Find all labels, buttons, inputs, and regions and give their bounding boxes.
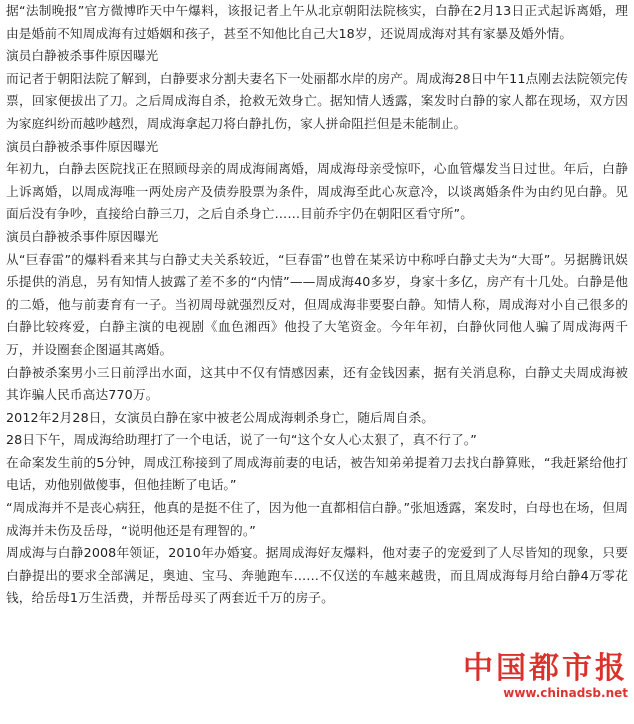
- paragraph: 28日下午，周成海给助理打了一个电话，说了一句“这个女人心太狠了，真不行了。”: [6, 432, 477, 448]
- paragraph: 据“法制晚报”官方微博昨天中午爆料，该报记者上午从北京朝阳法院核实，白静在2月13日正式起诉离婚，理由是婚前不知周成海有过婚姻和孩子，甚至不知他比自己大18岁，还说周成海对其有家暴及婚外情。: [6, 3, 628, 41]
- paragraph: “周成海并不是丧心病狂，他真的是挺不住了，因为他一直都相信白静。”张旭透露，案发时，白母也在场，但周成海并未伤及岳母，“说明他还是有理智的。”: [6, 500, 628, 538]
- section-heading: 演员白静被杀事件原因曝光: [6, 48, 159, 64]
- paragraph: 年初九，白静去医院找正在照顾母亲的周成海闹离婚，周成海母亲受惊吓，心血管爆发当日过世。年后，白静上诉离婚，以周成海唯一两处房产及债券股票为条件，周成海至此心灰意冷，以谈离婚条件为由约见白静。见面后没有争吵，直接给白静三刀，之后自杀身亡……目前乔宇仍在朝阳区看守所”。: [6, 161, 628, 222]
- section-heading: 演员白静被杀事件原因曝光: [6, 138, 159, 154]
- paragraph: 从“巨春雷”的爆料看来其与白静丈夫关系较近，“巨春雷”也曾在某采访中称呼白静丈夫为“大哥”。另据腾讯娱乐提供的消息，另有知情人披露了差不多的“内情”——周成海40多岁，身家十多亿，房产有十几处。白静是他的二婚，他与前妻育有一子。当初周母就强烈反对，但周成海非要娶白静。知情人称，周成海对小自己很多的白静比较疼爱，白静主演的电视剧《血色湘西》他投了大笔资金。今年年初，白静伙同他人骗了周成海两千万，并设圈套企图逼其离婚。: [6, 251, 628, 357]
- watermark-url: www.chinadsb.net: [503, 686, 628, 700]
- section-heading: 演员白静被杀事件原因曝光: [6, 228, 159, 244]
- paragraph: 而记者于朝阳法院了解到，白静要求分割夫妻名下一处丽都水岸的房产。周成海28日中午11点刚去法院领完传票，回家便拔出了刀。之后周成海自杀，抢救无效身亡。据知情人透露，案发时白静的家人都在现场，双方因为家庭纠纷而越吵越烈，周成海拿起刀将白静扎伤，家人拼命阻拦但是未能制止。: [6, 70, 628, 131]
- paragraph: 2012年2月28日，女演员白静在家中被老公周成海刺杀身亡，随后周自杀。: [6, 409, 435, 425]
- site-watermark: [463, 652, 628, 700]
- paragraph: 在命案发生前的5分钟，周成江称接到了周成海前妻的电话，被告知弟弟提着刀去找白静算账，“我赶紧给他打电话，劝他别做傻事，但他挂断了电话。”: [6, 454, 628, 493]
- paragraph: 白静被杀案男小三日前浮出水面，这其中不仅有情感因素，还有金钱因素，据有关消息称，白静丈夫周成海被其诈骗人民币高达770万。: [6, 364, 628, 403]
- watermark-logo: 中国都市报: [463, 651, 628, 686]
- paragraph: 周成海与白静2008年领证，2010年办婚宴。据周成海好友爆料，他对妻子的宠爱到了人尽皆知的现象，只要白静提出的要求全部满足，奥迪、宝马、奔驰跑车……不仅送的车越来越贵，而且周成海每月给白静4万零花钱，给岳母1万生活费，并帮岳母买了两套近千万的房子。: [6, 545, 628, 606]
